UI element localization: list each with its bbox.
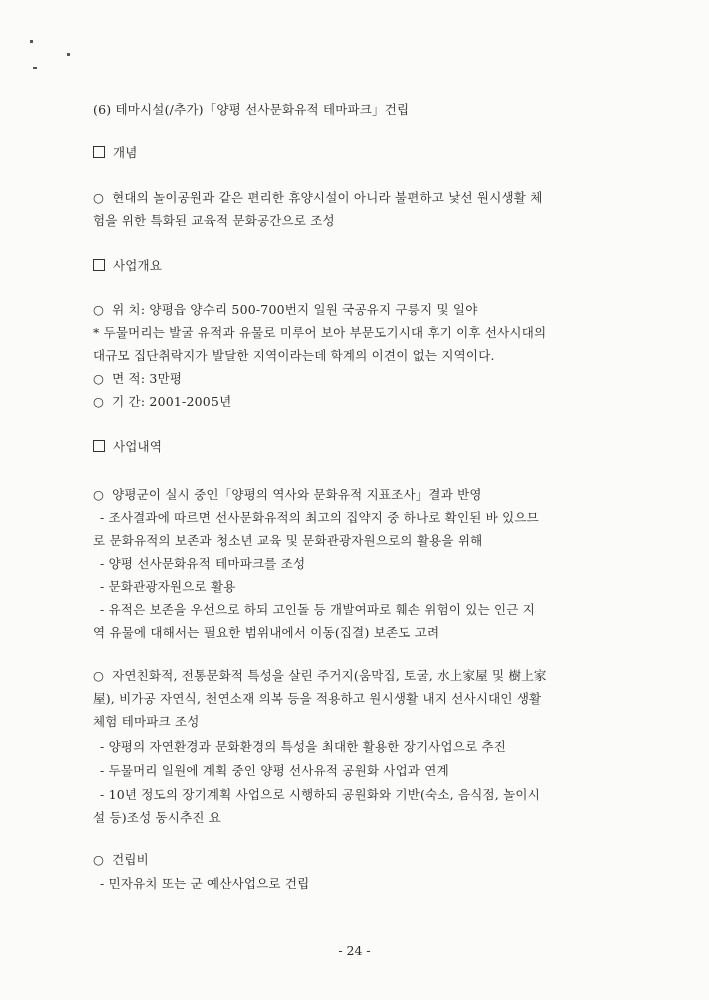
detail-subitem: - 유적은 보존을 우선으로 하되 고인돌 등 개발여파로 훼손 위험이 있는 인근 지 xyxy=(100,602,536,617)
detail-subitem: - 조사결과에 따르면 선사문화유적의 최고의 집약지 중 하나로 확인된 바 있으므 xyxy=(100,510,539,525)
detail-subitem: - 민자유치 또는 군 예산사업으로 건립 xyxy=(100,876,310,891)
detail-item: ○ 자연친화적, 전통문화적 특성을 살린 주거지(움막집, 토굴, 水上家屋 및 樹上家 xyxy=(93,668,547,683)
circle-bullet-icon: ○ xyxy=(93,394,105,409)
circle-bullet-icon: ○ xyxy=(93,302,105,317)
detail-item: ○ 건립비 xyxy=(93,852,149,867)
concept-text: ○ 현대의 놀이공원과 같은 편리한 휴양시설이 아니라 불편하고 낯선 원시생활 체 xyxy=(93,190,543,205)
checkbox-square-icon xyxy=(93,146,105,158)
detail-subitem: - 두물머리 일원에 계획 중인 양평 선사유적 공원화 사업과 연계 xyxy=(100,763,449,778)
detail-subitem: 로 문화유적의 보존과 청소년 교육 및 문화관광자원으로의 활용을 위해 xyxy=(93,533,483,548)
overview-note: * 두물머리는 발굴 유적과 유물로 미루어 보아 부문도기시대 후기 이후 선사시대의 xyxy=(93,325,547,340)
detail-item: ○ 양평군이 실시 중인「양평의 역사와 문화유적 지표조사」결과 반영 xyxy=(93,487,482,502)
page-number: - 24 - xyxy=(338,943,371,958)
checkbox-square-icon xyxy=(93,259,105,271)
scan-mark xyxy=(33,67,37,69)
section-heading-overview: 사업개요 xyxy=(93,256,162,274)
circle-bullet-icon: ○ xyxy=(93,668,105,683)
circle-bullet-icon: ○ xyxy=(93,190,105,205)
overview-period: ○ 기 간: 2001-2005년 xyxy=(93,394,232,409)
detail-subitem: 역 유물에 대해서는 필요한 범위내에서 이동(집결) 보존도 고려 xyxy=(93,625,440,640)
detail-subitem: 설 등)조성 동시추진 요 xyxy=(93,810,222,825)
overview-location: ○ 위 치: 양평읍 양수리 500-700번지 일원 국공유지 구릉지 및 일야 xyxy=(93,302,478,317)
scan-mark xyxy=(67,53,70,56)
detail-subitem: - 양평의 자연환경과 문화환경의 특성을 최대한 활용한 장기사업으로 추진 xyxy=(100,739,507,754)
detail-subitem: - 10년 정도의 장기계획 사업으로 시행하되 공원화와 기반(숙소, 음식점, 놀이시 xyxy=(100,787,540,802)
overview-area: ○ 면 적: 3만평 xyxy=(93,371,183,386)
circle-bullet-icon: ○ xyxy=(93,852,105,867)
document-title: (6) 테마시설(/추가)「양평 선사문화유적 테마파크」건립 xyxy=(93,102,410,117)
section-heading-details: 사업내역 xyxy=(93,437,162,455)
circle-bullet-icon: ○ xyxy=(93,487,105,502)
detail-subitem: - 양평 선사문화유적 테마파크를 조성 xyxy=(100,556,306,571)
section-heading-concept: 개념 xyxy=(93,143,138,161)
detail-item-cont: 체험 테마파크 조성 xyxy=(93,714,200,729)
checkbox-square-icon xyxy=(93,440,105,452)
circle-bullet-icon: ○ xyxy=(93,371,105,386)
detail-subitem: - 문화관광자원으로 활용 xyxy=(100,579,236,594)
overview-note-cont: 대규모 집단취락지가 발달한 지역이라는데 학계의 이견이 없는 지역이다. xyxy=(93,348,495,363)
scan-mark xyxy=(30,40,33,43)
detail-item-cont: 屋), 비가공 자연식, 천연소재 의복 등을 적용하고 원시생활 내지 선사시대인 생활 xyxy=(93,691,542,706)
concept-text-cont: 험을 위한 특화된 교육적 문화공간으로 조성 xyxy=(93,213,335,228)
